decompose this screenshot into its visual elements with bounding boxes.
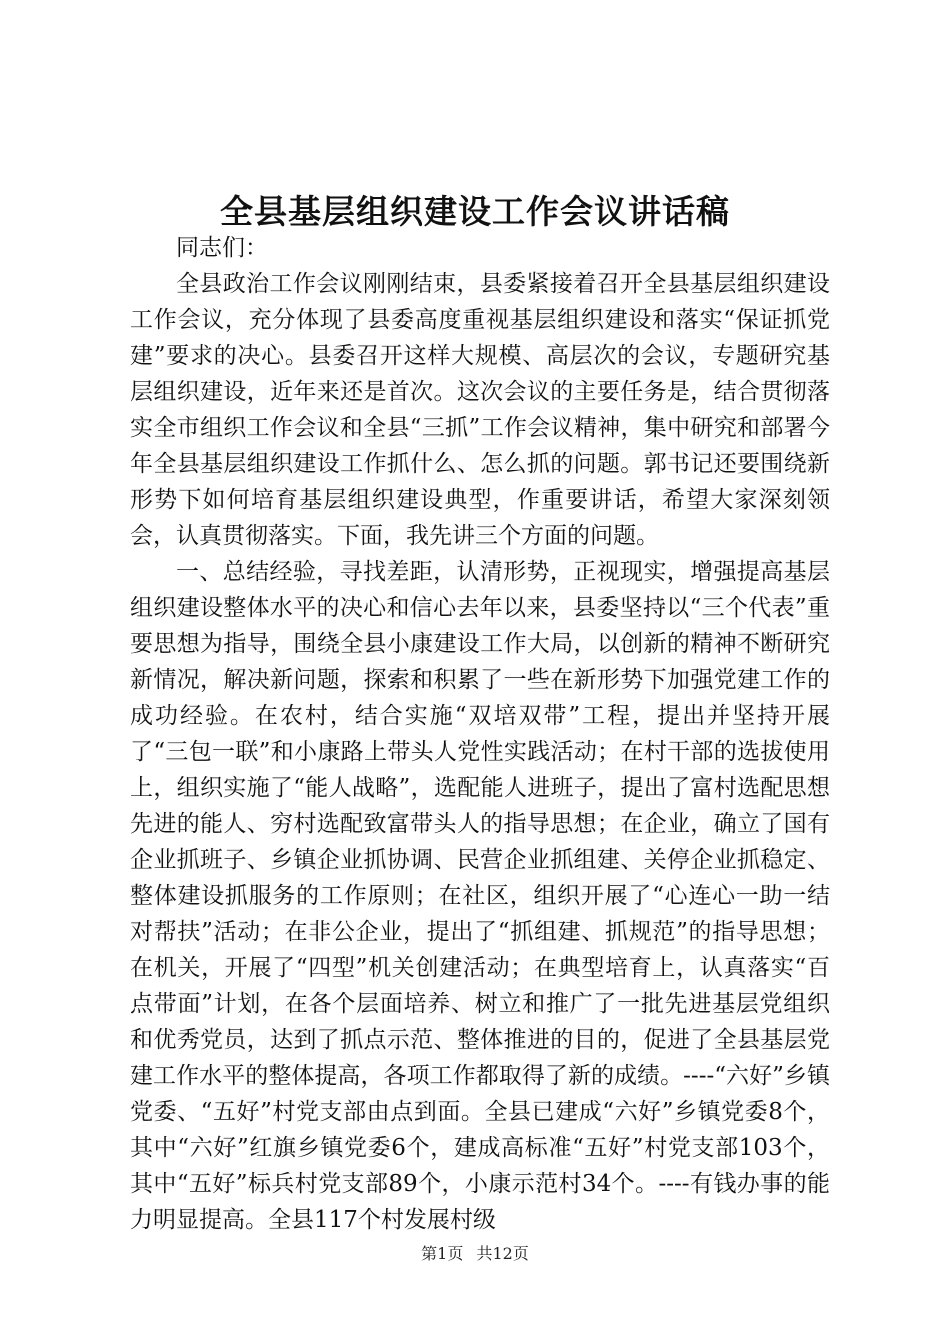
page-total: 共12页 [476, 1244, 529, 1263]
page-number: 第1页 [421, 1244, 464, 1263]
salutation: 同志们： [176, 235, 268, 261]
paragraph-section-one: 一、总结经验，寻找差距，认清形势，正视现实，增强提高基层组织建设整体水平的决心和信心去年以来，县委坚持以“三个代表”重要思想为指导，围绕全县小康建设工作大局，以创新的精神不断研究新情况，解决新问题，探索和积累了一些在新形势下加强党建工作的成功经验。在农村，结合实施“双培双带”工程，提出并坚持开展了“三包一联”和小康路上带头人党性实践活动；在村干部的选拔使用上，组织实施了“能人战略”，选配能人进班子，提出了富村选配思想先进的能人、穷村选配致富带头人的指导思想；在企业，确立了国有企业抓班子、乡镇企业抓协调、民营企业抓组建、关停企业抓稳定、整体建设抓服务的工作原则；在社区，组织开展了“心连心一助一结对帮扶”活动；在非公企业，提出了“抓组建、抓规范”的指导思想；在机关，开展了“四型”机关创建活动；在典型培育上，认真落实“百点带面”计划，在各个层面培养、树立和推广了一批先进基层党组织和优秀党员，达到了抓点示范、整体推进的目的，促进了全县基层党建工作水平的整体提高，各项工作都取得了新的成绩。----“六好”乡镇党委、“五好”村党支部由点到面。全县已建成“六好”乡镇党委8个，其中“六好”红旗乡镇党委6个，建成高标准“五好”村党支部103个，其中“五好”标兵村党支部89个，小康示范村34个。----有钱办事的能力明显提高。全县117个村发展村级 [130, 559, 830, 1233]
document-title: 全县基层组织建设工作会议讲话稿 [220, 192, 730, 231]
paragraph-intro: 全县政治工作会议刚刚结束，县委紧接着召开全县基层组织建设工作会议，充分体现了县委高度重视基层组织建设和落实“保证抓党建”要求的决心。县委召开这样大规模、高层次的会议，专题研究基层组织建设，近年来还是首次。这次会议的主要任务是，结合贯彻落实全市组织工作会议和全县“三抓”工作会议精神，集中研究和部署今年全县基层组织建设工作抓什么、怎么抓的问题。郭书记还要围绕新形势下如何培育基层组织建设典型，作重要讲话，希望大家深刻领会，认真贯彻落实。下面，我先讲三个方面的问题。 [130, 271, 830, 549]
page-footer [0, 1241, 950, 1264]
document-body [130, 230, 830, 1238]
